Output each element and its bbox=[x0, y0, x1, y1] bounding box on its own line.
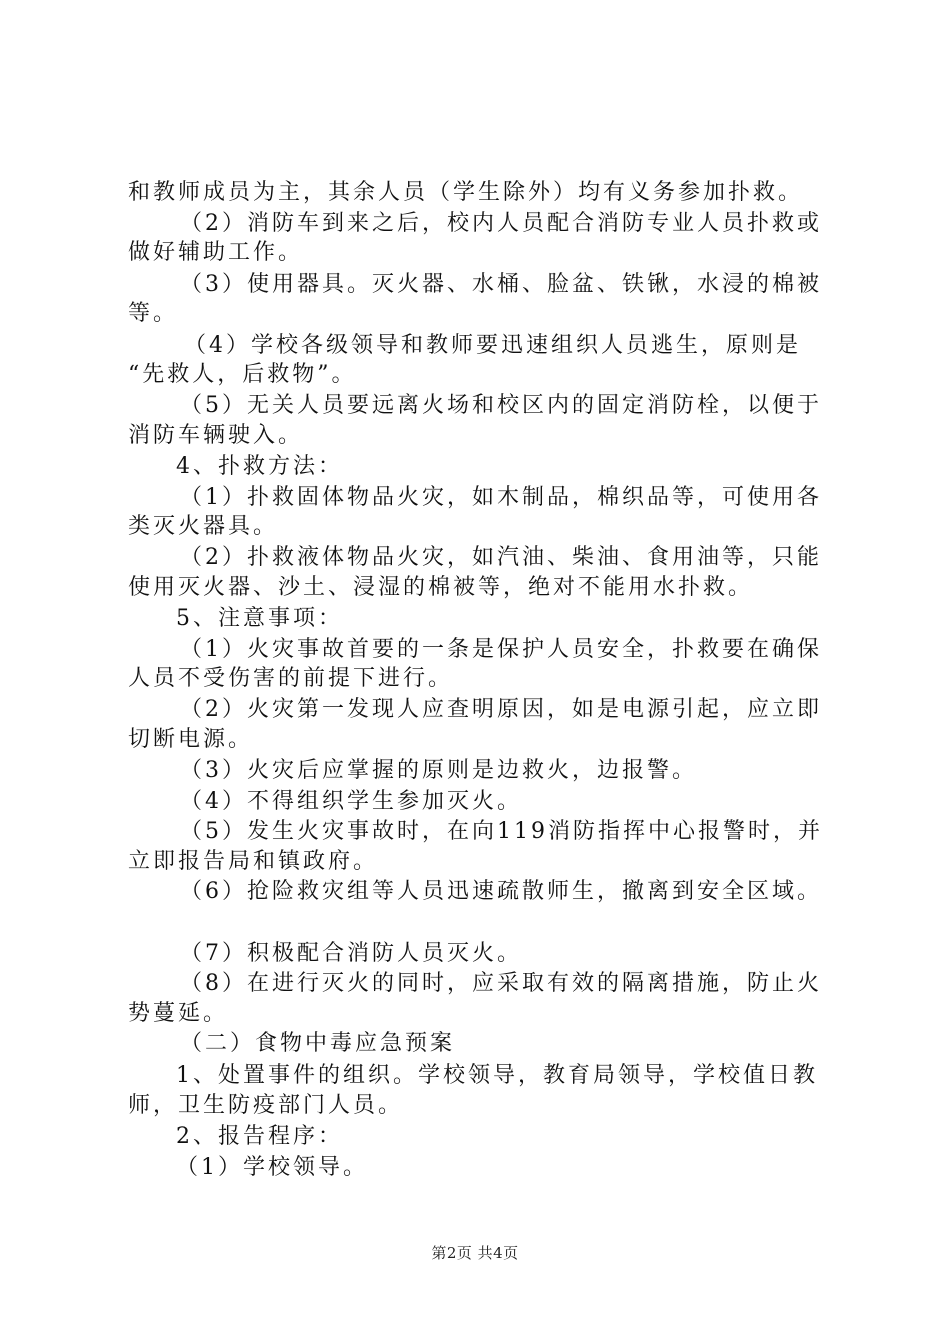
text-line: （1）火灾事故首要的一条是保护人员安全，扑救要在确保 bbox=[180, 637, 822, 662]
text-line: 人员不受伤害的前提下进行。 bbox=[128, 666, 454, 691]
section-heading: （二）食物中毒应急预案 bbox=[180, 1031, 456, 1056]
text-line: （2）扑救液体物品火灾，如汽油、柴油、食用油等，只能 bbox=[180, 545, 822, 570]
text-line: 类灭火器具。 bbox=[128, 514, 279, 539]
text-line: （4）学校各级领导和教师要迅速组织人员逃生，原则是 bbox=[184, 333, 801, 358]
text-line: （4）不得组织学生参加灭火。 bbox=[180, 789, 522, 814]
text-line: （1）学校领导。 bbox=[176, 1155, 368, 1180]
section-heading: 4、扑救方法： bbox=[176, 454, 343, 479]
text-line: 师，卫生防疫部门人员。 bbox=[128, 1093, 404, 1118]
text-line: （3）使用器具。灭火器、水桶、脸盆、铁锹，水浸的棉被 bbox=[180, 272, 822, 297]
text-line: （3）火灾后应掌握的原则是边救火，边报警。 bbox=[180, 758, 697, 783]
text-line: 等。 bbox=[128, 301, 179, 326]
text-line: 和教师成员为主，其余人员（学生除外）均有义务参加扑救。 bbox=[128, 180, 804, 205]
text-line: 立即报告局和镇政府。 bbox=[128, 849, 379, 874]
text-line: （2）消防车到来之后，校内人员配合消防专业人员扑救或 bbox=[180, 211, 822, 236]
page-footer: 第2页 共4页 bbox=[431, 1244, 519, 1262]
text-line: 消防车辆驶入。 bbox=[128, 423, 304, 448]
text-line: 势蔓延。 bbox=[128, 1001, 229, 1026]
text-line: （5）发生火灾事故时，在向119消防指挥中心报警时，并 bbox=[180, 819, 823, 844]
text-line: （5）无关人员要远离火场和校区内的固定消防栓，以便于 bbox=[180, 393, 822, 418]
text-line: （6）抢险救灾组等人员迅速疏散师生，撤离到安全区域。 bbox=[180, 879, 822, 904]
text-line: 做好辅助工作。 bbox=[128, 240, 304, 265]
section-heading: 5、注意事项： bbox=[176, 606, 343, 631]
text-line: “先救人，后救物”。 bbox=[128, 362, 357, 387]
text-line: （2）火灾第一发现人应查明原因，如是电源引起，应立即 bbox=[180, 697, 822, 722]
text-line: （8）在进行灭火的同时，应采取有效的隔离措施，防止火 bbox=[180, 971, 822, 996]
text-line: 切断电源。 bbox=[128, 727, 254, 752]
text-line: （7）积极配合消防人员灭火。 bbox=[180, 941, 522, 966]
text-line: 使用灭火器、沙土、浸湿的棉被等，绝对不能用水扑救。 bbox=[128, 575, 754, 600]
text-line: （1）扑救固体物品火灾，如木制品，棉织品等，可使用各 bbox=[180, 485, 822, 510]
section-heading: 2、报告程序： bbox=[176, 1124, 343, 1149]
text-line: 1、处置事件的组织。学校领导，教育局领导，学校值日教 bbox=[176, 1063, 818, 1088]
